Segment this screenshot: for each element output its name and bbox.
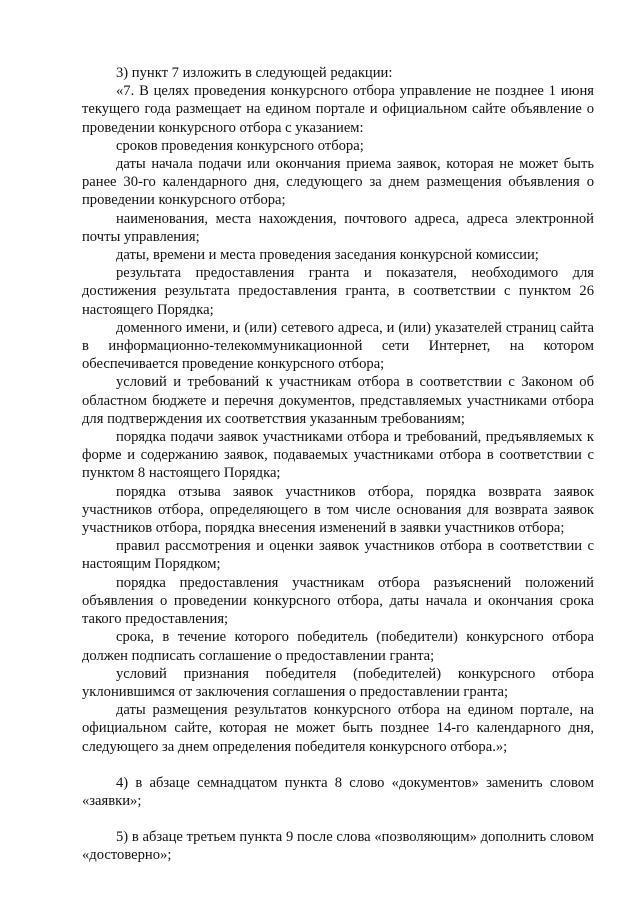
document-page	[82, 64, 594, 865]
item-3-heading: 3) пункт 7 изложить в следующей редакции:	[116, 65, 393, 81]
list-item-withdrawal-procedure: порядка отзыва заявок участников отбора, порядка возврата заявок участников отбора, определяющего в том числе основания для возврата заявок участников отбора, порядка внесения изменений в заявки участников отбора;	[82, 483, 594, 537]
list-item-terms: сроков проведения конкурсного отбора;	[116, 137, 364, 154]
list-item-evasion-conditions: условий признания победителя (победителей) конкурсного отбора уклонившимся от заключения соглашения о предоставлении гранта;	[82, 665, 594, 700]
list-item-clarifications: порядка предоставления участникам отбора разъяснений положений объявления о проведении конкурсного отбора, даты начала и окончания срока такого предоставления;	[82, 574, 594, 628]
item-5: 5) в абзаце третьем пункта 9 после слова «позволяющим» дополнить словом «достоверно»;	[82, 829, 594, 864]
list-item-grant-result: результата предоставления гранта и показателя, необходимого для достижения результата предоставления гранта, в соответствии с пунктом 26 настоящего Порядка;	[82, 265, 594, 318]
list-item-application-procedure: порядка подачи заявок участниками отбора и требований, предъявляемых к форме и содержанию заявок, подаваемых участниками отбора в соответствии с пунктом 8 настоящего Порядка;	[82, 429, 594, 482]
list-item-signing-term: срока, в течение которого победитель (победители) конкурсного отбора должен подписать соглашение о предоставлении гранта;	[82, 629, 594, 664]
list-item-address: наименования, места нахождения, почтового адреса, адреса электронной почты управления;	[82, 210, 594, 245]
item-4: 4) в абзаце семнадцатом пункта 8 слово «документов» заменить словом «заявки»;	[82, 774, 594, 809]
list-item-domain-name: доменного имени, и (или) сетевого адреса, и (или) указателей страниц сайта в информационно-телекоммуникационной сети Интернет, на котором обеспечивается проведение конкурсного отбора;	[82, 319, 594, 373]
list-item-submission-dates: даты начала подачи или окончания приема заявок, которая не может быть ранее 30-го календарного дня, следующего за днем размещения объявления о проведении конкурсного отбора;	[82, 156, 594, 209]
list-item-results-publication: даты размещения результатов конкурсного отбора на едином портале, на официальном сайте, которая не может быть позднее 14-го календарного дня, следующего за днем определения победителя конкурсного отбора.»;	[82, 702, 594, 755]
paragraph-7-intro: «7. В целях проведения конкурсного отбора управление не позднее 1 июня текущего года размещает на едином портале и официальном сайте объявление о проведении конкурсного отбора с указанием:	[82, 83, 594, 136]
list-item-participant-requirements: условий и требований к участникам отбора в соответствии с Законом об областном бюджете и перечня документов, представляемых участниками отбора для подтверждения их соответствия указанным требованиям;	[82, 374, 594, 427]
list-item-evaluation-rules: правил рассмотрения и оценки заявок участников отбора в соответствии с настоящим Порядком;	[82, 538, 594, 573]
list-item-commission-meeting: даты, времени и места проведения заседания конкурсной комиссии;	[116, 247, 539, 264]
